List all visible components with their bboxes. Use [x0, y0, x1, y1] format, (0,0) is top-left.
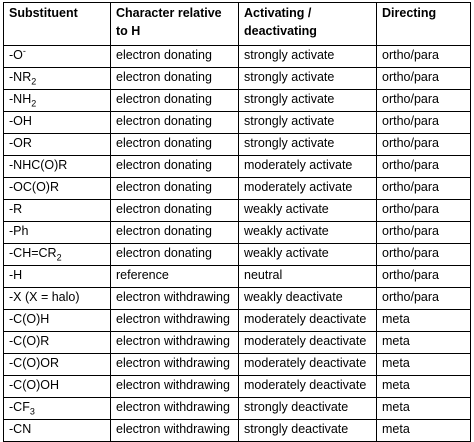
cell-character: electron donating — [111, 244, 239, 266]
cell-activation: weakly activate — [239, 200, 377, 222]
table-row — [4, 200, 471, 222]
cell-substituent — [4, 46, 111, 68]
substituent-effects-table — [3, 2, 471, 442]
table-row — [4, 68, 471, 90]
cell-character: electron withdrawing — [111, 354, 239, 376]
cell-substituent — [4, 288, 111, 310]
substituent-text: -NH — [9, 92, 32, 106]
cell-activation: moderately deactivate — [239, 310, 377, 332]
substituent-text: -H — [9, 268, 23, 282]
cell-directing: ortho/para — [377, 200, 471, 222]
header-directing: Directing — [377, 3, 471, 46]
substituent-text: -OC(O)R — [9, 180, 59, 194]
substituent-effects-table-container — [3, 2, 471, 442]
substituent-text: -O — [9, 48, 23, 62]
table-body — [4, 46, 471, 442]
cell-activation: moderately deactivate — [239, 354, 377, 376]
table-row — [4, 310, 471, 332]
cell-character: electron donating — [111, 68, 239, 90]
table-row — [4, 90, 471, 112]
cell-character: reference — [111, 266, 239, 288]
cell-character: electron donating — [111, 112, 239, 134]
cell-substituent — [4, 178, 111, 200]
cell-activation: strongly activate — [239, 68, 377, 90]
table-row — [4, 112, 471, 134]
cell-character: electron donating — [111, 200, 239, 222]
cell-directing: ortho/para — [377, 178, 471, 200]
cell-activation: strongly deactivate — [239, 420, 377, 442]
cell-substituent — [4, 90, 111, 112]
cell-character: electron withdrawing — [111, 398, 239, 420]
table-row — [4, 398, 471, 420]
superscript: - — [22, 45, 26, 56]
cell-directing: ortho/para — [377, 288, 471, 310]
substituent-text: -C(O)OH — [9, 378, 59, 392]
cell-activation: neutral — [239, 266, 377, 288]
cell-substituent — [4, 156, 111, 178]
cell-activation: weakly deactivate — [239, 288, 377, 310]
cell-activation: strongly activate — [239, 134, 377, 156]
cell-character: electron withdrawing — [111, 310, 239, 332]
substituent-text: -OR — [9, 136, 32, 150]
cell-activation: moderately deactivate — [239, 332, 377, 354]
cell-substituent — [4, 398, 111, 420]
table-row — [4, 376, 471, 398]
cell-directing: ortho/para — [377, 244, 471, 266]
cell-substituent — [4, 266, 111, 288]
header-activation: Activating / deactivating — [239, 3, 377, 46]
cell-directing: ortho/para — [377, 112, 471, 134]
substituent-text: -CH=CR — [9, 246, 57, 260]
table-row — [4, 134, 471, 156]
cell-character: electron donating — [111, 156, 239, 178]
substituent-text: -X (X = halo) — [9, 290, 80, 304]
cell-substituent — [4, 112, 111, 134]
cell-substituent — [4, 332, 111, 354]
cell-activation: strongly deactivate — [239, 398, 377, 420]
cell-character: electron withdrawing — [111, 332, 239, 354]
cell-activation: strongly activate — [239, 112, 377, 134]
cell-directing: ortho/para — [377, 134, 471, 156]
header-character: Character relative to H — [111, 3, 239, 46]
cell-activation: moderately activate — [239, 178, 377, 200]
cell-substituent — [4, 376, 111, 398]
cell-directing: ortho/para — [377, 222, 471, 244]
subscript: 2 — [31, 76, 37, 87]
substituent-text: -C(O)R — [9, 334, 50, 348]
cell-substituent — [4, 68, 111, 90]
subscript: 2 — [31, 98, 37, 109]
substituent-text: -NHC(O)R — [9, 158, 68, 172]
header-substituent: Substituent — [4, 3, 111, 46]
substituent-text: -CF — [9, 400, 30, 414]
table-row — [4, 266, 471, 288]
table-row — [4, 332, 471, 354]
substituent-text: -C(O)OR — [9, 356, 59, 370]
cell-character: electron donating — [111, 178, 239, 200]
table-header-row — [4, 3, 471, 46]
cell-substituent — [4, 222, 111, 244]
table-row — [4, 178, 471, 200]
cell-directing: ortho/para — [377, 266, 471, 288]
substituent-text: -OH — [9, 114, 32, 128]
table-row — [4, 222, 471, 244]
cell-character: electron withdrawing — [111, 376, 239, 398]
cell-directing: ortho/para — [377, 156, 471, 178]
cell-directing: meta — [377, 332, 471, 354]
cell-activation: moderately deactivate — [239, 376, 377, 398]
substituent-text: -Ph — [9, 224, 29, 238]
cell-activation: moderately activate — [239, 156, 377, 178]
table-row — [4, 46, 471, 68]
cell-substituent — [4, 354, 111, 376]
cell-directing: meta — [377, 310, 471, 332]
cell-substituent — [4, 420, 111, 442]
substituent-text: -C(O)H — [9, 312, 50, 326]
substituent-text: -CN — [9, 422, 32, 436]
table-row — [4, 288, 471, 310]
table-row — [4, 420, 471, 442]
cell-character: electron withdrawing — [111, 420, 239, 442]
cell-activation: strongly activate — [239, 90, 377, 112]
table-row — [4, 156, 471, 178]
cell-character: electron withdrawing — [111, 288, 239, 310]
cell-substituent — [4, 244, 111, 266]
cell-directing: meta — [377, 420, 471, 442]
cell-character: electron donating — [111, 134, 239, 156]
cell-directing: meta — [377, 376, 471, 398]
cell-directing: ortho/para — [377, 46, 471, 68]
cell-substituent — [4, 310, 111, 332]
cell-character: electron donating — [111, 222, 239, 244]
cell-directing: meta — [377, 398, 471, 420]
cell-activation: weakly activate — [239, 222, 377, 244]
subscript: 3 — [29, 406, 35, 417]
cell-activation: weakly activate — [239, 244, 377, 266]
table-row — [4, 244, 471, 266]
cell-substituent — [4, 134, 111, 156]
cell-directing: meta — [377, 354, 471, 376]
subscript: 2 — [56, 252, 62, 263]
cell-directing: ortho/para — [377, 90, 471, 112]
substituent-text: -NR — [9, 70, 32, 84]
cell-character: electron donating — [111, 46, 239, 68]
cell-substituent — [4, 200, 111, 222]
cell-activation: strongly activate — [239, 46, 377, 68]
table-row — [4, 354, 471, 376]
cell-character: electron donating — [111, 90, 239, 112]
cell-directing: ortho/para — [377, 68, 471, 90]
substituent-text: -R — [9, 202, 23, 216]
